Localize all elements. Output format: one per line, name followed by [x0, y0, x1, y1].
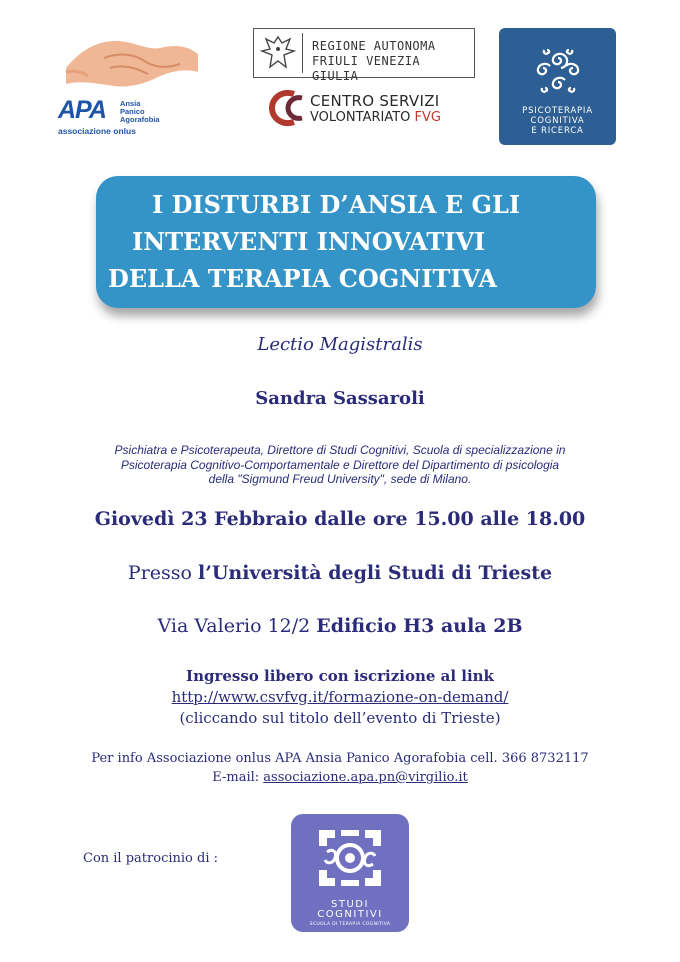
registration-note: (cliccando sul titolo dell’evento di Trieste) — [179, 709, 501, 727]
studi-line2: COGNITIVI — [317, 909, 383, 920]
regione-text — [312, 39, 474, 84]
regione-line: FRIULI VENEZIA GIULIA — [312, 54, 421, 83]
contact-email-line — [0, 770, 680, 785]
title-line: I DISTURBI D’ANSIA E GLI — [152, 190, 521, 219]
csv-logo — [268, 86, 468, 132]
apa-small-line: Panico — [120, 107, 145, 116]
speaker-bio — [0, 443, 680, 487]
csv-line1: CENTRO SERVIZI — [310, 92, 440, 110]
event-type: Lectio Magistralis — [257, 334, 423, 355]
csv-line2-main: VOLONTARIATO — [310, 110, 411, 125]
email-label: E-mail: — [212, 770, 264, 785]
venue-name: l’Università degli Studi di Trieste — [198, 562, 553, 584]
spiral-emblem-icon — [529, 38, 587, 100]
csv-line2-accent: FVG — [414, 110, 441, 125]
apa-name: APA — [58, 96, 106, 124]
bio-line: Psichiatra e Psicoterapeuta, Direttore di Studi Cognitivi, Scuola di specializzazione in — [114, 443, 566, 457]
address-prefix: Via Valerio 12/2 — [157, 615, 317, 637]
contact-info: Per info Associazione onlus APA Ansia Panico Agorafobia cell. 366 8732117 — [91, 751, 589, 766]
studi-emblem-icon — [313, 826, 387, 890]
handshake-icon — [64, 28, 200, 94]
eagle-icon — [260, 33, 296, 73]
studi-line1: STUDI — [331, 899, 369, 910]
psico-line: PSICOTERAPIA — [522, 106, 593, 116]
psicoterapia-text — [499, 106, 616, 136]
regione-line: REGIONE AUTONOMA — [312, 39, 436, 53]
speaker-name: Sandra Sassaroli — [255, 388, 425, 409]
title-line: INTERVENTI INNOVATIVI — [132, 227, 486, 256]
address-room: Edificio H3 aula 2B — [316, 615, 523, 637]
event-address — [0, 615, 680, 637]
apa-subtitle: associazione onlus — [58, 126, 136, 136]
regione-divider — [302, 33, 303, 73]
bio-line: Psicoterapia Cognitivo-Comportamentale e Direttore del Dipartimento di psicologia — [120, 457, 560, 472]
event-date: Giovedì 23 Febbraio dalle ore 15.00 alle 18.00 — [94, 508, 586, 530]
psicoterapia-logo — [499, 28, 616, 145]
csv-line2 — [310, 110, 441, 125]
apa-small-line: Ansia — [120, 99, 141, 108]
bio-line: della "Sigmund Freud University", sede di Milano. — [208, 472, 472, 486]
title-line: DELLA TERAPIA COGNITIVA — [108, 264, 497, 293]
apa-small-line: Agorafobia — [120, 115, 160, 124]
apa-logo — [58, 28, 208, 138]
registration-link[interactable]: http://www.csvfvg.it/formazione-on-demand/ — [171, 688, 509, 706]
registration-label: Ingresso libero con iscrizione al link — [186, 667, 494, 685]
patronage-label: Con il patrocinio di : — [83, 851, 218, 866]
psico-line: E RICERCA — [531, 126, 584, 136]
psico-line: COGNITIVA — [530, 116, 585, 126]
venue-prefix: Presso — [127, 562, 198, 584]
studi-tagline: SCUOLA DI TERAPIA COGNITIVA — [309, 922, 391, 927]
event-venue — [0, 562, 680, 584]
email-link[interactable]: associazione.apa.pn@virgilio.it — [263, 770, 468, 785]
apa-small-lines — [120, 100, 160, 124]
csv-c-icon — [268, 88, 306, 128]
apa-wordmark — [58, 96, 160, 136]
title-banner — [96, 176, 596, 308]
studi-cognitivi-logo — [291, 814, 409, 932]
regione-logo — [253, 28, 475, 83]
